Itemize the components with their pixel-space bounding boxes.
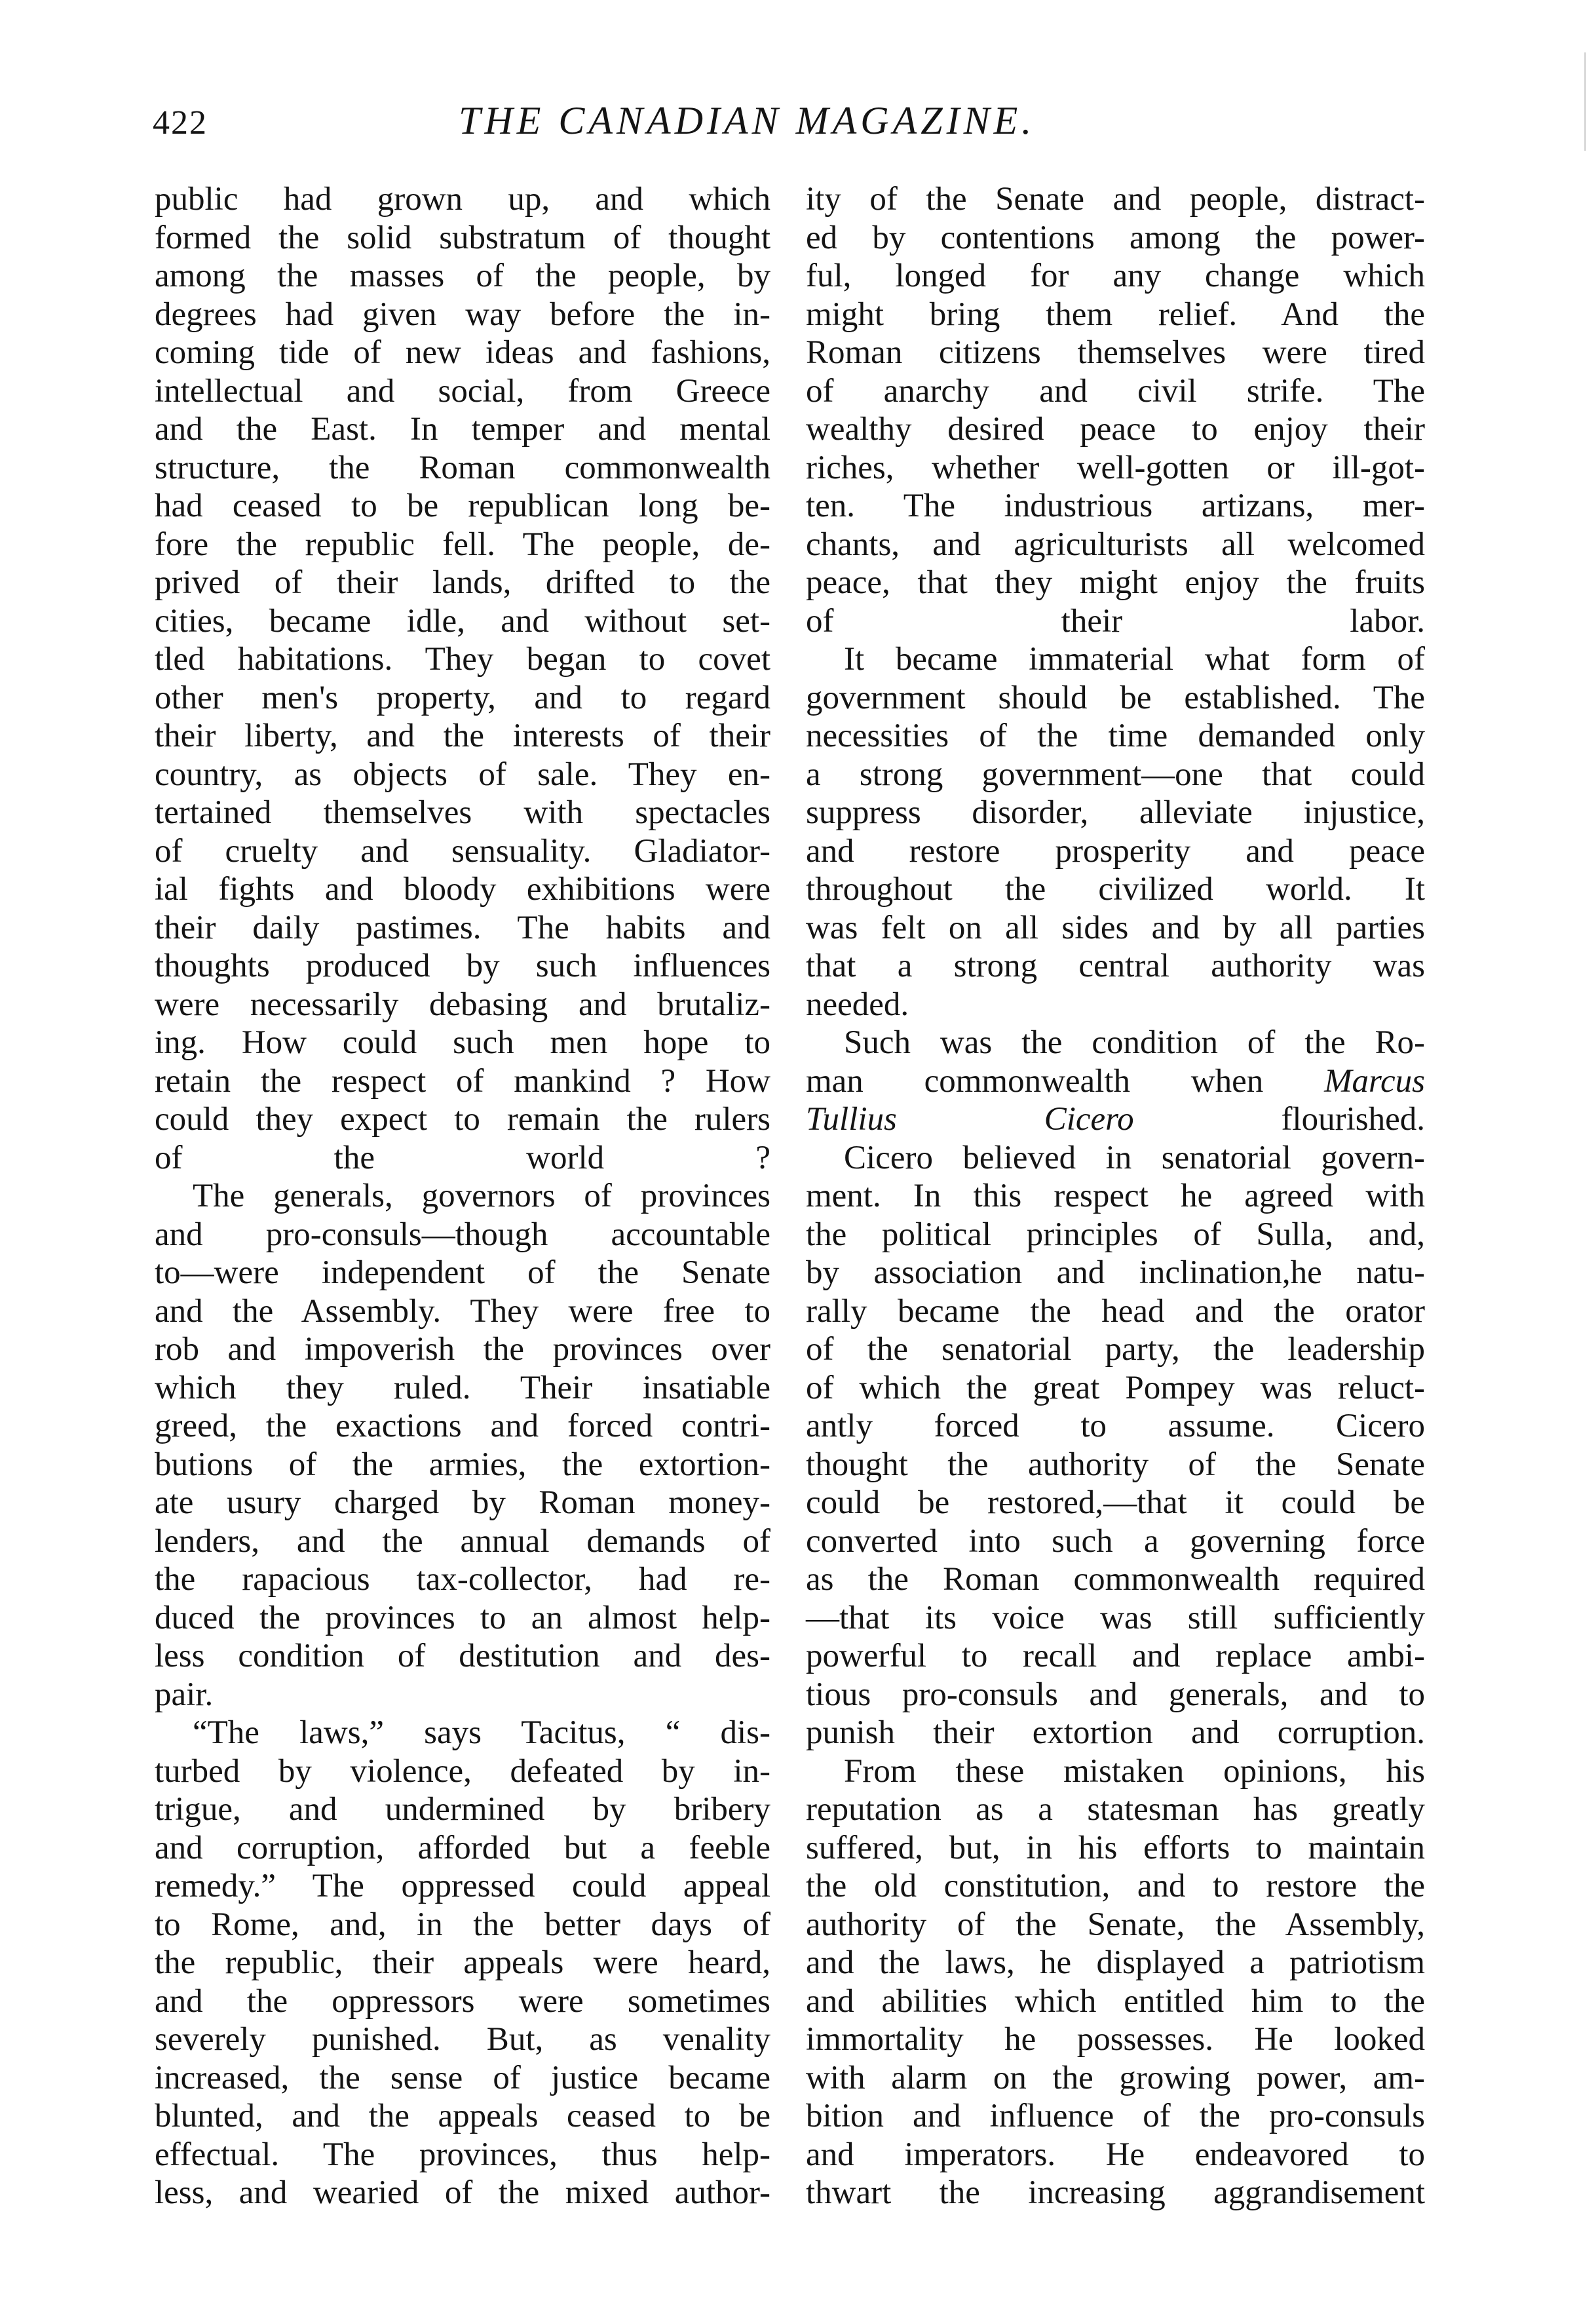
text-line: their daily pastimes. The habits and (155, 909, 770, 946)
right-text-column (806, 180, 1425, 2212)
text-line: their liberty, and the interests of their (155, 718, 770, 754)
text-line: tious pro-consuls and generals, and to (806, 1676, 1425, 1713)
text-line: peace, that they might enjoy the fruits (806, 564, 1425, 601)
text-line: severely punished. But, as venality (155, 2021, 770, 2058)
text-line: reputation as a statesman has greatly (806, 1791, 1425, 1828)
text-line: authority of the Senate, the Assembly, (806, 1906, 1425, 1943)
text-line: needed. (806, 986, 909, 1023)
text-line: turbed by violence, defeated by in- (155, 1752, 770, 1790)
text-line: remedy.” The oppressed could appeal (155, 1868, 770, 1904)
text-line: immortality he possesses. He looked (806, 2021, 1425, 2058)
text-line: punish their extortion and corruption. (806, 1714, 1425, 1751)
text-line: tertained themselves with spectacles (155, 794, 770, 831)
text-line: lenders, and the annual demands of (155, 1522, 770, 1560)
paragraph (806, 1139, 1425, 1752)
text-line: had ceased to be republican long be- (155, 488, 770, 524)
text-line: necessities of the time demanded only (806, 718, 1425, 754)
text-line: and corruption, afforded but a feeble (155, 1829, 770, 1866)
text-line: retain the respect of mankind ? How (155, 1062, 770, 1100)
text-line: and the Assembly. They were free to (155, 1292, 770, 1330)
text-line: and the East. In temper and mental (155, 411, 770, 448)
text-line: From these mistaken opinions, his (844, 1752, 1425, 1790)
running-title: THE CANADIAN MAGAZINE. (459, 99, 1036, 142)
text-line: pair. (155, 1676, 214, 1713)
page-edge-mark (1584, 52, 1586, 151)
text-line: and imperators. He endeavored to (806, 2136, 1425, 2173)
text-line: ial fights and bloody exhibitions were (155, 871, 770, 908)
text-line: other men's property, and to regard (155, 679, 770, 716)
text-line: rally became the head and the orator (806, 1292, 1425, 1330)
text-line: were necessarily debasing and brutaliz- (155, 986, 770, 1023)
text-line: of which the great Pompey was reluct- (806, 1369, 1425, 1406)
text-line: duced the provinces to an almost help- (155, 1599, 770, 1636)
text-line: formed the solid substratum of thought (155, 219, 770, 256)
text-line: cities, became idle, and without set- (155, 602, 770, 640)
text-line: effectual. The provinces, thus help- (155, 2136, 770, 2173)
text-line: among the masses of the people, by (155, 258, 770, 294)
text-line: ten. The industrious artizans, mer- (806, 488, 1425, 524)
text-line: and pro-consuls—though accountable (155, 1216, 770, 1253)
text-line: ing. How could such men hope to (155, 1024, 770, 1061)
text-line: ed by contentions among the power- (806, 219, 1425, 256)
text-line: butions of the armies, the extortion- (155, 1446, 770, 1483)
text-line: throughout the civilized world. It (806, 871, 1425, 908)
text-line: bition and influence of the pro-consuls (806, 2098, 1425, 2134)
text-line: structure, the Roman commonwealth (155, 449, 770, 486)
text-line: ity of the Senate and people, distract- (806, 181, 1425, 218)
text-line: of their labor. (806, 602, 1425, 640)
text-line: trigue, and undermined by bribery (155, 1791, 770, 1828)
text-line: antly forced to assume. Cicero (806, 1408, 1425, 1444)
text-line: powerful to recall and replace ambi- (806, 1638, 1425, 1674)
text-line: was felt on all sides and by all parties (806, 909, 1425, 946)
text-line: government should be established. The (806, 679, 1425, 716)
text-line: public had grown up, and which (155, 181, 770, 218)
text-line: tled habitations. They began to covet (155, 641, 770, 678)
text-line: Tullius Cicero flourished. (806, 1101, 1425, 1138)
text-line: which they ruled. Their insatiable (155, 1369, 770, 1406)
text-line: to Rome, and, in the better days of (155, 1906, 770, 1943)
text-line: as the Roman commonwealth required (806, 1561, 1425, 1598)
paragraph (806, 180, 1425, 640)
text-line: —that its voice was still sufficiently (806, 1599, 1425, 1636)
text-line: degrees had given way before the in- (155, 296, 770, 333)
text-line: fore the republic fell. The people, de- (155, 526, 770, 563)
text-line: country, as objects of sale. They en- (155, 756, 770, 793)
text-line: the old constitution, and to restore the (806, 1868, 1425, 1904)
text-line: of cruelty and sensuality. Gladiator- (155, 832, 770, 870)
text-line: Cicero believed in senatorial govern- (844, 1139, 1425, 1176)
paragraph (155, 1177, 770, 1714)
text-line: Roman citizens themselves were tired (806, 334, 1425, 371)
text-line: man commonwealth when Marcus (806, 1062, 1425, 1100)
text-line: riches, whether well-gotten or ill-got- (806, 449, 1425, 486)
text-line: to—were independent of the Senate (155, 1254, 770, 1291)
text-line: of anarchy and civil strife. The (806, 372, 1425, 410)
text-line: the republic, their appeals were heard, (155, 1944, 770, 1981)
text-line: that a strong central authority was (806, 948, 1425, 984)
text-line: ate usury charged by Roman money- (155, 1484, 770, 1521)
paragraph (806, 1752, 1425, 2212)
text-line: prived of their lands, drifted to the (155, 564, 770, 601)
text-line: and the oppressors were sometimes (155, 1982, 770, 2020)
text-line: suffered, but, in his efforts to maintain (806, 1829, 1425, 1866)
text-line: of the senatorial party, the leadership (806, 1331, 1425, 1368)
text-line: thought the authority of the Senate (806, 1446, 1425, 1483)
text-line: and restore prosperity and peace (806, 832, 1425, 870)
text-line: greed, the exactions and forced contri- (155, 1408, 770, 1444)
text-line: chants, and agriculturists all welcomed (806, 526, 1425, 563)
text-line: thoughts produced by such influences (155, 948, 770, 984)
text-line: rob and impoverish the provinces over (155, 1331, 770, 1368)
text-line: increased, the sense of justice became (155, 2059, 770, 2096)
text-line: could be restored,—that it could be (806, 1484, 1425, 1521)
text-line: by association and inclination,he natu- (806, 1254, 1425, 1291)
text-line: might bring them relief. And the (806, 296, 1425, 333)
text-line: less condition of destitution and des- (155, 1638, 770, 1674)
text-line: wealthy desired peace to enjoy their (806, 411, 1425, 448)
text-line: less, and wearied of the mixed author- (155, 2174, 770, 2211)
paragraph (155, 1714, 770, 2212)
text-line: the political principles of Sulla, and, (806, 1216, 1425, 1253)
text-line: “The laws,” says Tacitus, “ dis- (193, 1714, 770, 1751)
text-line: blunted, and the appeals ceased to be (155, 2098, 770, 2134)
text-line: with alarm on the growing power, am- (806, 2059, 1425, 2096)
text-line: The generals, governors of provinces (193, 1178, 770, 1214)
text-line: could they expect to remain the rulers (155, 1101, 770, 1138)
text-line: intellectual and social, from Greece (155, 372, 770, 410)
text-line: thwart the increasing aggrandisement (806, 2174, 1425, 2211)
text-line: and the laws, he displayed a patriotism (806, 1944, 1425, 1981)
text-line: coming tide of new ideas and fashions, (155, 334, 770, 371)
text-line: suppress disorder, alleviate injustice, (806, 794, 1425, 831)
page-number: 422 (153, 104, 208, 142)
text-line: Such was the condition of the Ro- (844, 1024, 1425, 1061)
paragraph (806, 640, 1425, 1024)
text-line: the rapacious tax-collector, had re- (155, 1561, 770, 1598)
text-line: It became immaterial what form of (844, 641, 1425, 678)
paragraph (806, 1024, 1425, 1139)
left-text-column (155, 180, 770, 2212)
text-line: a strong government—one that could (806, 756, 1425, 793)
text-line: and abilities which entitled him to the (806, 1982, 1425, 2020)
text-line: of the world ? (155, 1139, 770, 1176)
text-line: ment. In this respect he agreed with (806, 1178, 1425, 1214)
text-line: ful, longed for any change which (806, 258, 1425, 294)
text-line: converted into such a governing force (806, 1522, 1425, 1560)
paragraph (155, 180, 770, 1177)
